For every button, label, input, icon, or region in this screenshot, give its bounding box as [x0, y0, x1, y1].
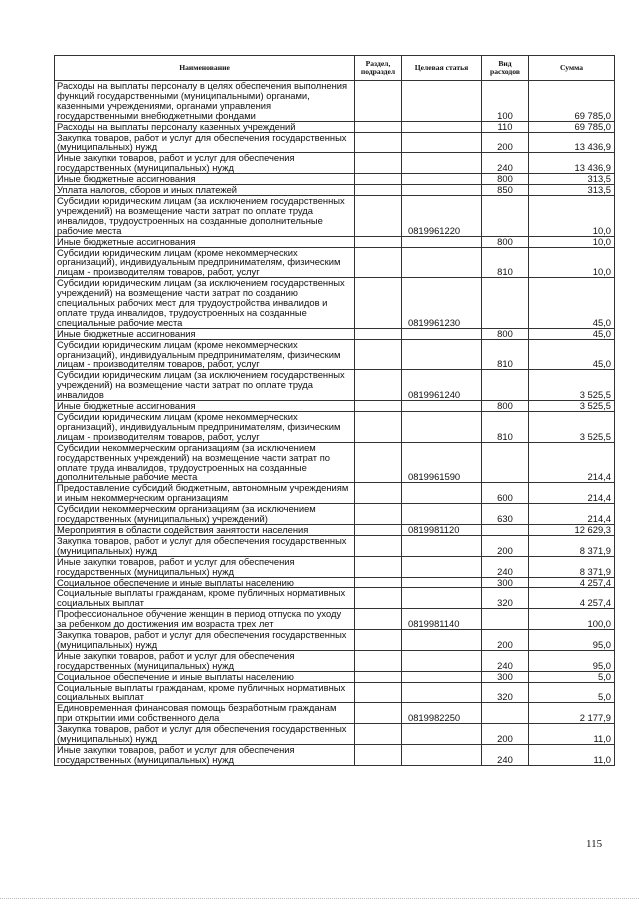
row-target: 0819961220 — [402, 195, 482, 236]
row-exp-type: 800 — [482, 174, 529, 185]
row-section — [355, 401, 402, 412]
row-name: Закупка товаров, работ и услуг для обеспечения государственных (муниципальных) нужд — [55, 724, 355, 745]
row-target: 0819961590 — [402, 442, 482, 483]
row-name: Социальные выплаты гражданам, кроме публичных нормативных социальных выплат — [55, 682, 355, 703]
row-section — [355, 535, 402, 556]
table-row — [55, 185, 615, 196]
row-exp-type — [482, 703, 529, 724]
row-target — [402, 650, 482, 671]
row-section — [355, 609, 402, 630]
budget-table — [54, 55, 615, 766]
row-section — [355, 556, 402, 577]
row-name: Субсидии некоммерческим организациям (за исключением государственных (муниципальных) учреждений) — [55, 504, 355, 525]
table-row — [55, 132, 615, 153]
row-section — [355, 81, 402, 122]
row-section — [355, 339, 402, 370]
row-section — [355, 442, 402, 483]
row-section — [355, 153, 402, 174]
row-exp-type: 800 — [482, 401, 529, 412]
table-row — [55, 153, 615, 174]
row-section — [355, 630, 402, 651]
row-name: Социальное обеспечение и иные выплаты населению — [55, 671, 355, 682]
table-row — [55, 81, 615, 122]
row-sum: 12 629,3 — [529, 524, 615, 535]
row-name: Закупка товаров, работ и услуг для обеспечения государственных (муниципальных) нужд — [55, 630, 355, 651]
table-row — [55, 535, 615, 556]
row-target — [402, 588, 482, 609]
header-name: Наименование — [55, 56, 355, 81]
row-sum: 95,0 — [529, 630, 615, 651]
row-target — [402, 153, 482, 174]
row-exp-type: 810 — [482, 412, 529, 443]
row-target — [402, 535, 482, 556]
row-name: Иные бюджетные ассигнования — [55, 401, 355, 412]
row-target — [402, 412, 482, 443]
row-target — [402, 671, 482, 682]
row-target — [402, 682, 482, 703]
row-section — [355, 577, 402, 588]
header-row — [55, 56, 615, 81]
row-exp-type: 850 — [482, 185, 529, 196]
row-exp-type: 200 — [482, 724, 529, 745]
row-target — [402, 185, 482, 196]
table-row — [55, 278, 615, 329]
row-target — [402, 236, 482, 247]
row-name: Субсидии юридическим лицам (за исключением государственных учреждений) на возмещение части затрат по оплате труда инвалидов — [55, 370, 355, 401]
row-section — [355, 247, 402, 278]
row-target — [402, 247, 482, 278]
table-row — [55, 682, 615, 703]
row-sum: 313,5 — [529, 174, 615, 185]
row-target — [402, 577, 482, 588]
row-name: Иные закупки товаров, работ и услуг для обеспечения государственных (муниципальных) нужд — [55, 650, 355, 671]
table-row — [55, 442, 615, 483]
row-exp-type: 600 — [482, 483, 529, 504]
table-row — [55, 556, 615, 577]
row-name: Субсидии юридическим лицам (кроме некоммерческих организаций), индивидуальным предпринимателям, физическим лицам - производителям товаров, работ, услуг — [55, 247, 355, 278]
row-exp-type — [482, 278, 529, 329]
row-exp-type: 200 — [482, 630, 529, 651]
row-section — [355, 650, 402, 671]
row-target — [402, 81, 482, 122]
row-sum: 8 371,9 — [529, 556, 615, 577]
row-name: Мероприятия в области содействия занятости населения — [55, 524, 355, 535]
row-sum: 313,5 — [529, 185, 615, 196]
row-exp-type: 240 — [482, 650, 529, 671]
row-section — [355, 121, 402, 132]
row-name: Субсидии юридическим лицам (кроме некоммерческих организаций), индивидуальным предпринимателям, физическим лицам - производителям товаров, работ, услуг — [55, 339, 355, 370]
row-name: Субсидии юридическим лицам (за исключением государственных учреждений) на возмещение части затрат по созданию специальных рабочих мест для трудоустройства инвалидов и оплате труда инвалидов, трудоустроенных на созданные специальные рабочие места — [55, 278, 355, 329]
row-section — [355, 185, 402, 196]
row-sum: 11,0 — [529, 724, 615, 745]
row-sum: 100,0 — [529, 609, 615, 630]
row-section — [355, 504, 402, 525]
row-name: Закупка товаров, работ и услуг для обеспечения государственных (муниципальных) нужд — [55, 132, 355, 153]
row-exp-type — [482, 195, 529, 236]
table-row — [55, 504, 615, 525]
row-sum: 2 177,9 — [529, 703, 615, 724]
row-target — [402, 504, 482, 525]
table-row — [55, 703, 615, 724]
table-row — [55, 121, 615, 132]
row-section — [355, 524, 402, 535]
row-name: Иные закупки товаров, работ и услуг для обеспечения государственных (муниципальных) нужд — [55, 556, 355, 577]
row-sum: 45,0 — [529, 328, 615, 339]
row-exp-type: 810 — [482, 247, 529, 278]
row-name: Субсидии юридическим лицам (кроме некоммерческих организаций), индивидуальным предпринимателям, физическим лицам - производителям товаров, работ, услуг — [55, 412, 355, 443]
row-name: Социальные выплаты гражданам, кроме публичных нормативных социальных выплат — [55, 588, 355, 609]
row-sum: 5,0 — [529, 682, 615, 703]
table-row — [55, 370, 615, 401]
row-name: Уплата налогов, сборов и иных платежей — [55, 185, 355, 196]
header-exp-type: Вид расходов — [482, 56, 529, 81]
table-row — [55, 401, 615, 412]
table-row — [55, 328, 615, 339]
row-name: Иные бюджетные ассигнования — [55, 328, 355, 339]
table-row — [55, 236, 615, 247]
row-name: Профессиональное обучение женщин в период отпуска по уходу за ребенком до достижения им возраста трех лет — [55, 609, 355, 630]
row-exp-type: 630 — [482, 504, 529, 525]
header-sum: Сумма — [529, 56, 615, 81]
row-target — [402, 724, 482, 745]
row-exp-type — [482, 524, 529, 535]
row-exp-type: 810 — [482, 339, 529, 370]
row-name: Расходы на выплаты персоналу в целях обеспечения выполнения функций государственными (муниципальными) органами, казенными учреждениями, органами управления государственными внебюджетными фондами — [55, 81, 355, 122]
row-section — [355, 370, 402, 401]
row-sum: 4 257,4 — [529, 588, 615, 609]
header-target: Целевая статья — [402, 56, 482, 81]
row-name: Расходы на выплаты персоналу казенных учреждений — [55, 121, 355, 132]
table-row — [55, 174, 615, 185]
row-target — [402, 401, 482, 412]
row-exp-type: 200 — [482, 132, 529, 153]
row-target — [402, 174, 482, 185]
table-row — [55, 577, 615, 588]
table-row — [55, 524, 615, 535]
page-footer-divider — [0, 898, 639, 899]
header-section: Раздел, подраздел — [355, 56, 402, 81]
row-sum: 13 436,9 — [529, 153, 615, 174]
row-exp-type: 800 — [482, 328, 529, 339]
row-exp-type: 800 — [482, 236, 529, 247]
row-sum: 214,4 — [529, 442, 615, 483]
page-number: 115 — [586, 838, 603, 850]
row-sum: 8 371,9 — [529, 535, 615, 556]
row-name: Иные бюджетные ассигнования — [55, 236, 355, 247]
row-section — [355, 745, 402, 766]
row-target — [402, 339, 482, 370]
row-exp-type — [482, 370, 529, 401]
table-row — [55, 247, 615, 278]
row-target: 0819961230 — [402, 278, 482, 329]
row-target — [402, 132, 482, 153]
row-name: Иные бюджетные ассигнования — [55, 174, 355, 185]
row-section — [355, 483, 402, 504]
row-exp-type: 300 — [482, 577, 529, 588]
row-target — [402, 745, 482, 766]
row-sum: 11,0 — [529, 745, 615, 766]
table-row — [55, 650, 615, 671]
row-sum: 3 525,5 — [529, 370, 615, 401]
row-sum: 13 436,9 — [529, 132, 615, 153]
row-exp-type: 100 — [482, 81, 529, 122]
row-name: Субсидии юридическим лицам (за исключением государственных учреждений) на возмещение части затрат по оплате труда инвалидов, трудоустроенных на созданные дополнительные рабочие места — [55, 195, 355, 236]
row-exp-type — [482, 442, 529, 483]
row-sum: 10,0 — [529, 195, 615, 236]
table-row — [55, 588, 615, 609]
row-section — [355, 682, 402, 703]
row-exp-type — [482, 609, 529, 630]
row-exp-type: 300 — [482, 671, 529, 682]
table-row — [55, 412, 615, 443]
table-row — [55, 339, 615, 370]
row-section — [355, 724, 402, 745]
row-exp-type: 110 — [482, 121, 529, 132]
table-row — [55, 724, 615, 745]
table-row — [55, 745, 615, 766]
row-target: 0819961240 — [402, 370, 482, 401]
row-target — [402, 121, 482, 132]
row-target: 0819981120 — [402, 524, 482, 535]
row-section — [355, 671, 402, 682]
row-target: 0819982250 — [402, 703, 482, 724]
row-sum: 5,0 — [529, 671, 615, 682]
row-exp-type: 200 — [482, 535, 529, 556]
row-name: Закупка товаров, работ и услуг для обеспечения государственных (муниципальных) нужд — [55, 535, 355, 556]
row-name: Единовременная финансовая помощь безработным гражданам при открытии ими собственного дела — [55, 703, 355, 724]
row-sum: 3 525,5 — [529, 412, 615, 443]
row-sum: 214,4 — [529, 504, 615, 525]
row-section — [355, 278, 402, 329]
table-row — [55, 609, 615, 630]
row-section — [355, 195, 402, 236]
row-section — [355, 236, 402, 247]
row-exp-type: 320 — [482, 588, 529, 609]
row-target — [402, 556, 482, 577]
row-sum: 10,0 — [529, 247, 615, 278]
row-sum: 45,0 — [529, 339, 615, 370]
row-name: Иные закупки товаров, работ и услуг для обеспечения государственных (муниципальных) нужд — [55, 153, 355, 174]
row-name: Социальное обеспечение и иные выплаты населению — [55, 577, 355, 588]
row-sum: 4 257,4 — [529, 577, 615, 588]
row-exp-type: 240 — [482, 556, 529, 577]
table-row — [55, 630, 615, 651]
table-row — [55, 483, 615, 504]
row-section — [355, 412, 402, 443]
row-sum: 95,0 — [529, 650, 615, 671]
row-exp-type: 320 — [482, 682, 529, 703]
row-sum: 45,0 — [529, 278, 615, 329]
row-section — [355, 174, 402, 185]
row-target — [402, 630, 482, 651]
row-sum: 10,0 — [529, 236, 615, 247]
row-section — [355, 132, 402, 153]
row-target — [402, 328, 482, 339]
row-target: 0819981140 — [402, 609, 482, 630]
table-row — [55, 671, 615, 682]
row-name: Предоставление субсидий бюджетным, автономным учреждениям и иным некоммерческим организациям — [55, 483, 355, 504]
row-section — [355, 588, 402, 609]
row-sum: 214,4 — [529, 483, 615, 504]
row-sum: 69 785,0 — [529, 81, 615, 122]
row-name: Иные закупки товаров, работ и услуг для обеспечения государственных (муниципальных) нужд — [55, 745, 355, 766]
row-exp-type: 240 — [482, 153, 529, 174]
row-target — [402, 483, 482, 504]
table-row — [55, 195, 615, 236]
row-section — [355, 328, 402, 339]
row-name: Субсидии некоммерческим организациям (за исключением государственных учреждений) на возмещение части затрат по оплате труда инвалидов, трудоустроенных на созданные дополнительные рабочие места — [55, 442, 355, 483]
row-exp-type: 240 — [482, 745, 529, 766]
row-sum: 3 525,5 — [529, 401, 615, 412]
row-section — [355, 703, 402, 724]
row-sum: 69 785,0 — [529, 121, 615, 132]
